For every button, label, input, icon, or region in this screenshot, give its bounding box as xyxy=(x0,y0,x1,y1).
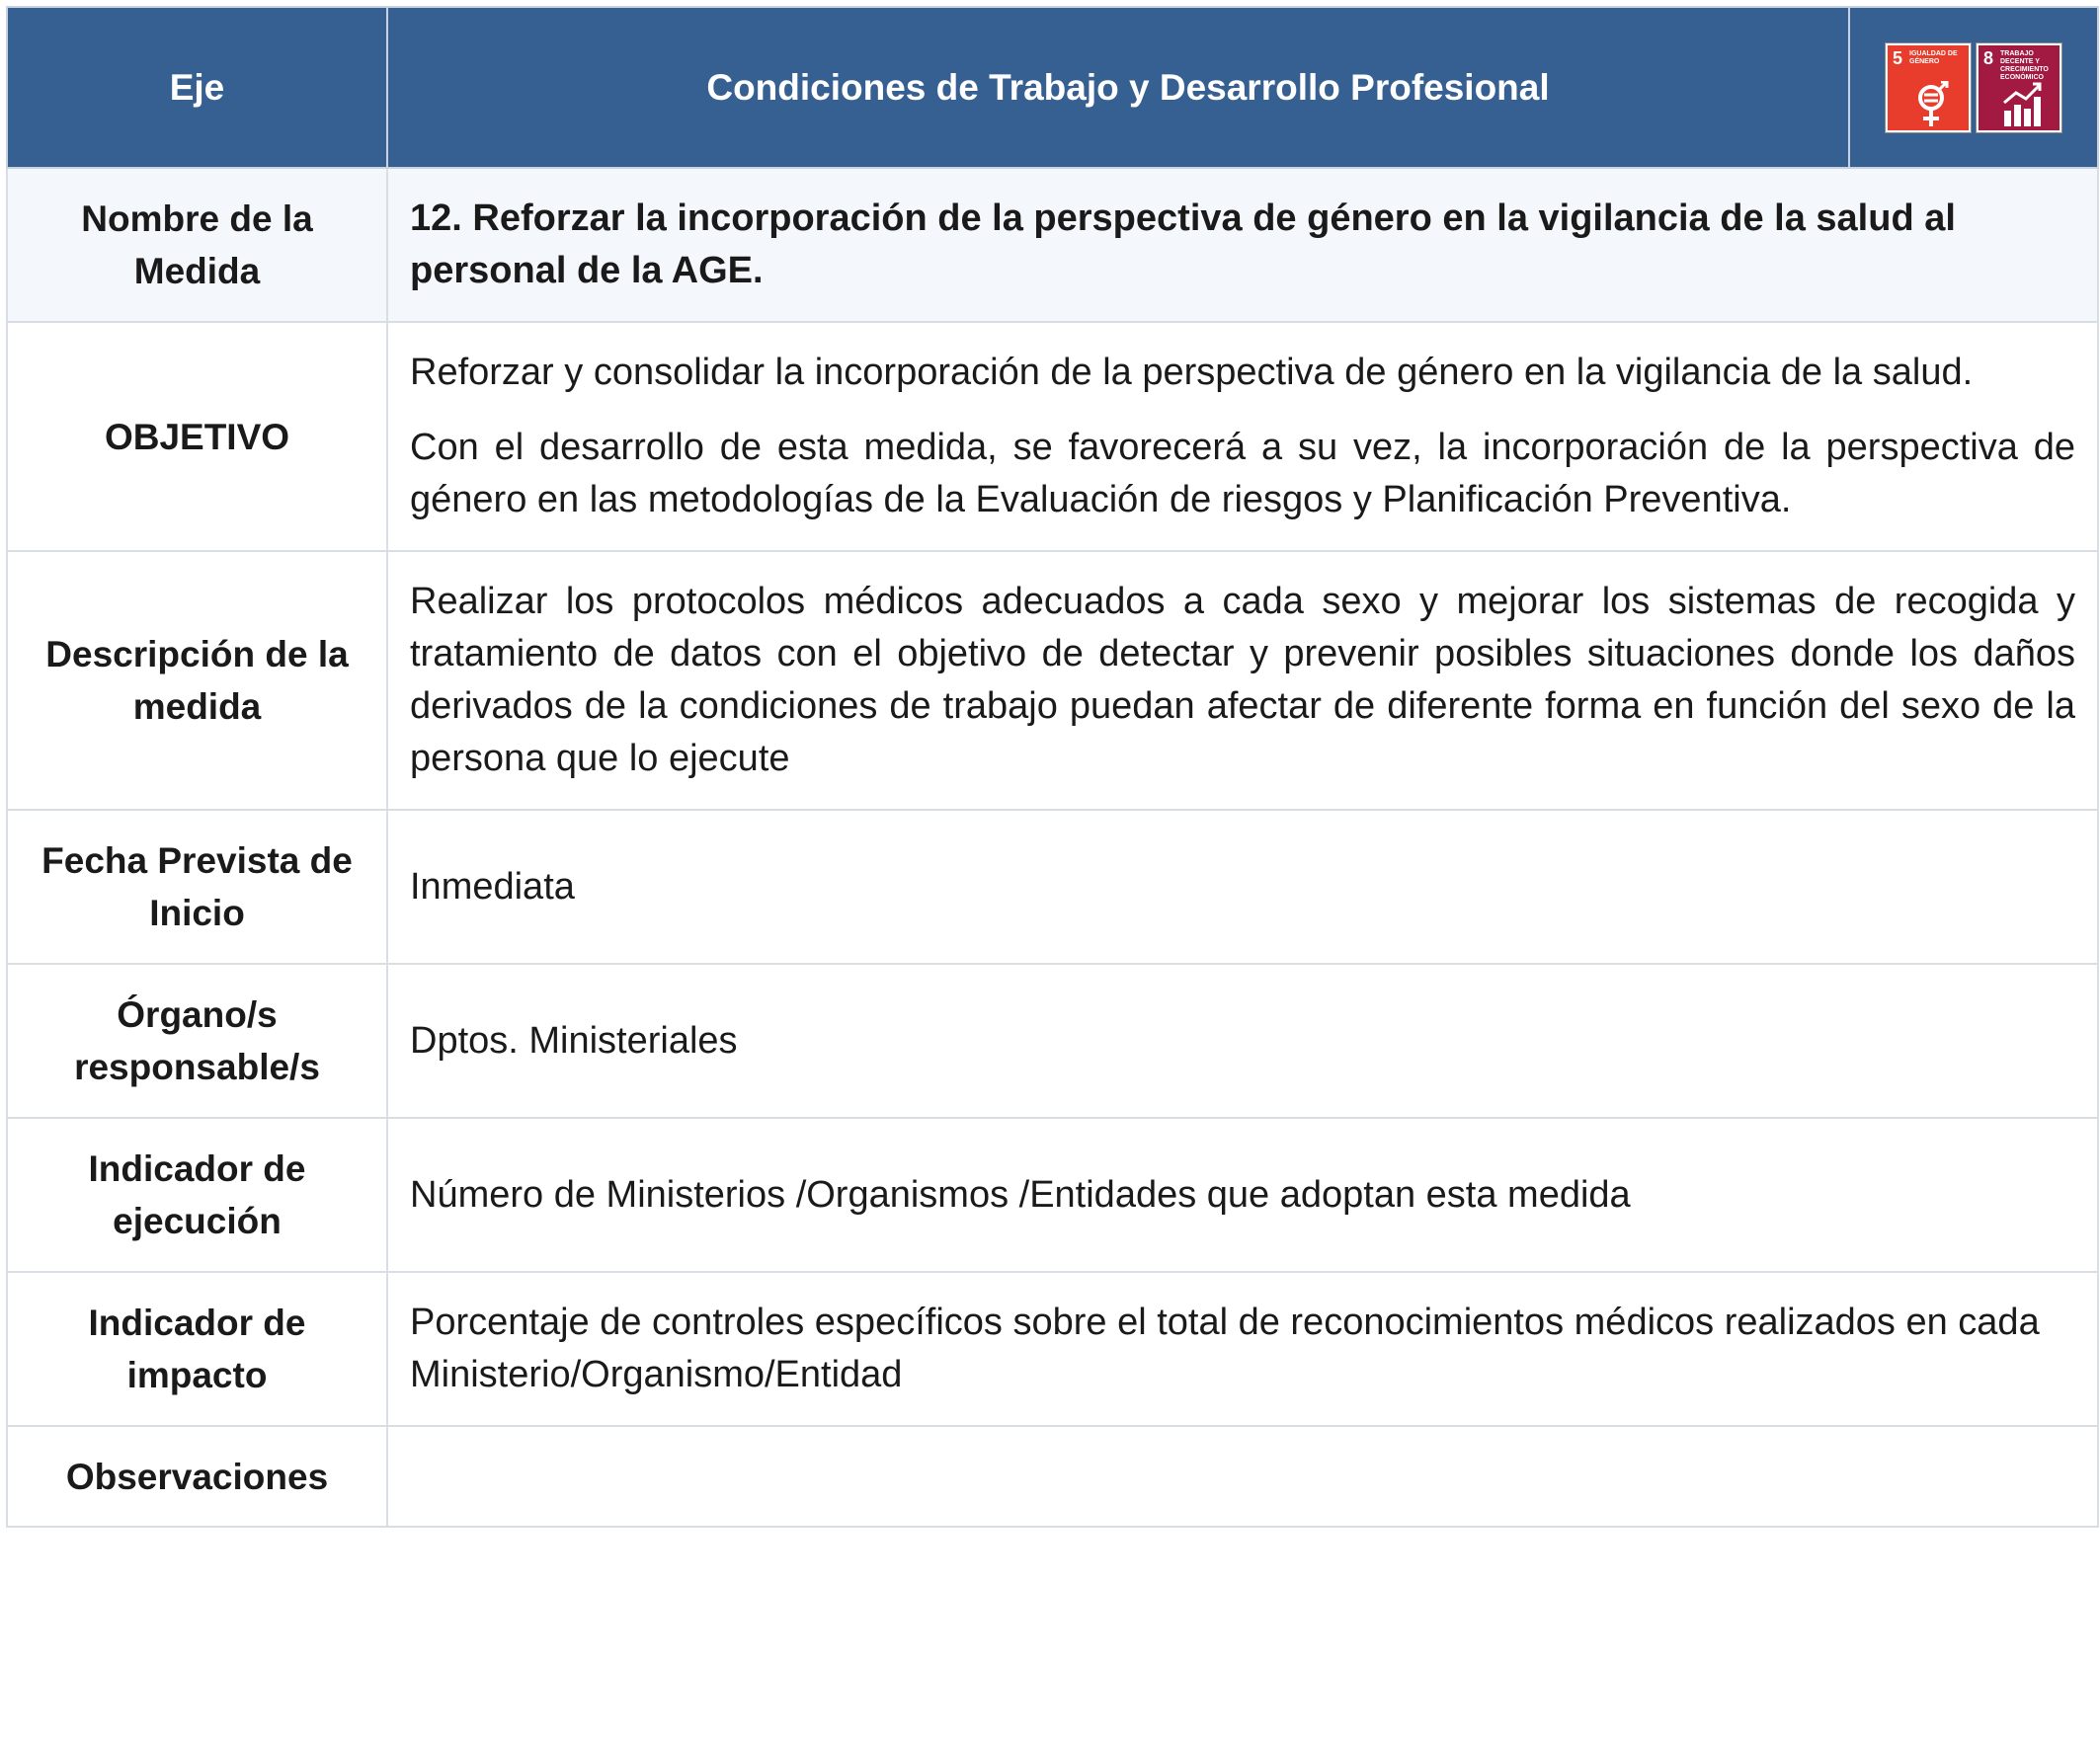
impact-indicator-value: Porcentaje de controles específicos sobre el total de reconocimientos médicos realizados en cada Ministerio/Organismo/Entidad xyxy=(387,1272,2098,1426)
description-label: Descripción de la medida xyxy=(7,551,387,810)
sdg-badges xyxy=(1886,43,2061,132)
row-responsible xyxy=(7,964,2098,1118)
objective-paragraph: Con el desarrollo de esta medida, se favorecerá a su vez, la incorporación de la perspectiva de género en las metodologías de la Evaluación de riesgos y Planificación Preventiva. xyxy=(410,427,2075,520)
axis-title: Condiciones de Trabajo y Desarrollo Profesional xyxy=(387,7,1849,168)
execution-indicator-label: Indicador de ejecución xyxy=(7,1118,387,1272)
row-impact-indicator xyxy=(7,1272,2098,1426)
measure-name-value: 12. Reforzar la incorporación de la perspectiva de género en la vigilancia de la salud al personal de la AGE. xyxy=(387,168,2098,322)
execution-indicator-value: Número de Ministerios /Organismos /Entidades que adoptan esta medida xyxy=(387,1118,2098,1272)
objective-value xyxy=(387,322,2098,551)
row-start-date xyxy=(7,810,2098,964)
row-measure-name xyxy=(7,168,2098,322)
sdg-caption: IGUALDAD DE GÉNERO xyxy=(1909,49,1958,65)
sdg-number: 8 xyxy=(1983,47,1994,68)
start-date-label: Fecha Prevista de Inicio xyxy=(7,810,387,964)
measure-name-label: Nombre de la Medida xyxy=(7,168,387,322)
objective-label: OBJETIVO xyxy=(7,322,387,551)
sdg-number: 5 xyxy=(1893,47,1903,68)
header-row xyxy=(7,7,2098,168)
row-execution-indicator xyxy=(7,1118,2098,1272)
sdg-logo-cell xyxy=(1849,7,2098,168)
responsible-value: Dptos. Ministeriales xyxy=(387,964,2098,1118)
observations-value xyxy=(387,1426,2098,1527)
measure-sheet xyxy=(6,6,2097,1528)
axis-label: Eje xyxy=(7,7,387,168)
gender-equality-icon xyxy=(1911,81,1951,128)
impact-indicator-label: Indicador de impacto xyxy=(7,1272,387,1426)
responsible-label: Órgano/s responsable/s xyxy=(7,964,387,1118)
objective-paragraph: Reforzar y consolidar la incorporación de la perspectiva de género en la vigilancia de la salud. xyxy=(410,352,1974,393)
description-value: Realizar los protocolos médicos adecuados a cada sexo y mejorar los sistemas de recogida y tratamiento de datos con el objetivo de detectar y prevenir posibles situaciones donde los daños derivados de la condiciones de trabajo puedan afectar de diferente forma en función del sexo de la persona que lo ejecute xyxy=(387,551,2098,810)
sdg-5-badge xyxy=(1886,43,1971,132)
growth-chart-icon xyxy=(2002,81,2044,126)
observations-label: Observaciones xyxy=(7,1426,387,1527)
row-observations xyxy=(7,1426,2098,1527)
start-date-value: Inmediata xyxy=(387,810,2098,964)
row-description xyxy=(7,551,2098,810)
row-objective xyxy=(7,322,2098,551)
sdg-caption: TRABAJO DECENTE Y CRECIMIENTO ECONÓMICO xyxy=(2000,49,2049,81)
sdg-8-badge xyxy=(1977,43,2061,132)
measure-table xyxy=(6,6,2099,1528)
